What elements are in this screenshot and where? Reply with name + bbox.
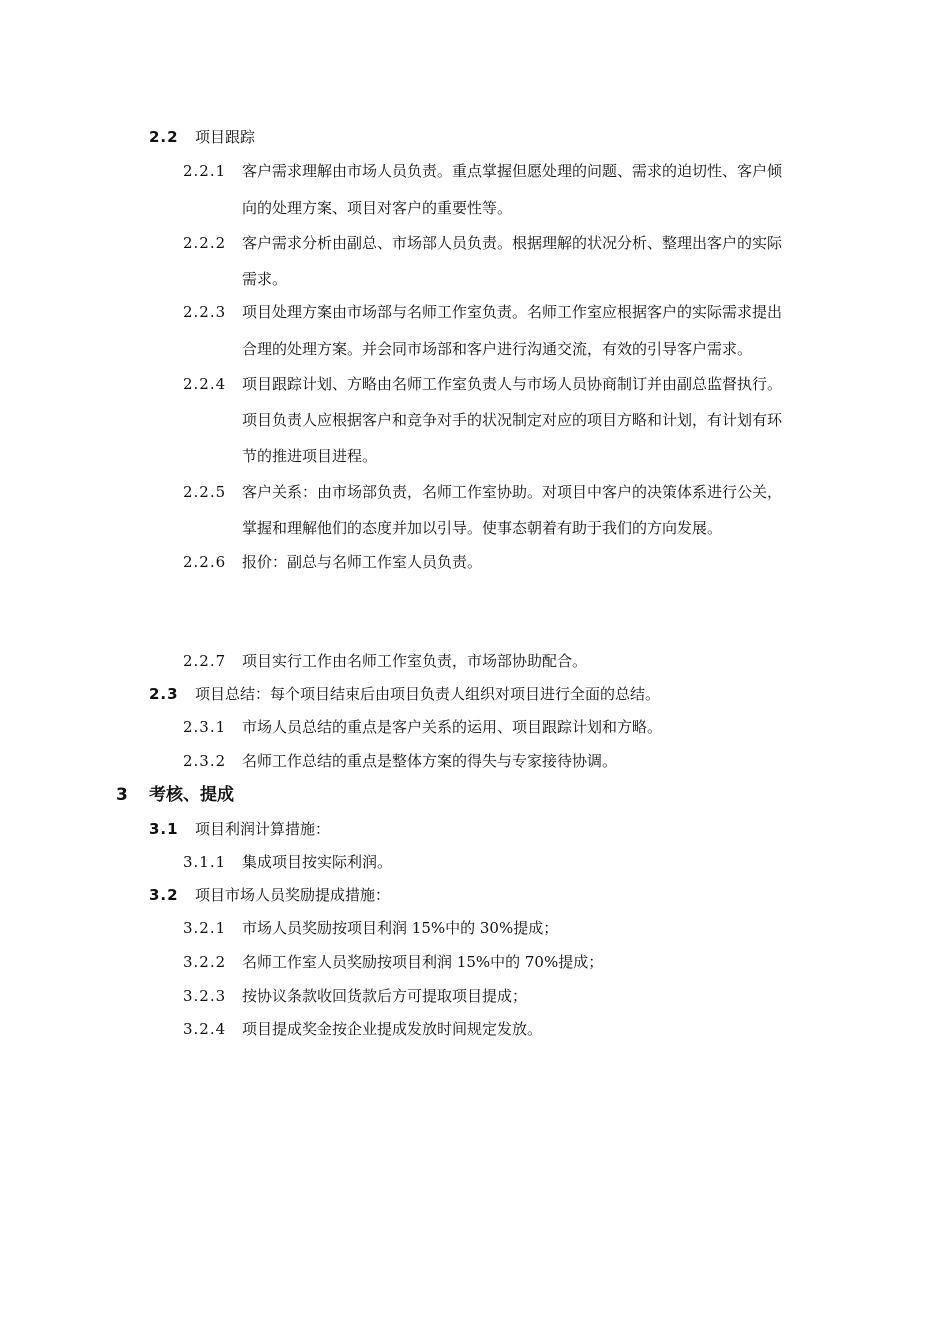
clause-text: 合理的处理方案。并会同市场部和客户进行沟通交流，有效的引导客户需求。 <box>242 340 753 358</box>
section-title: 项目总结：每个项目结束后由项目负责人组织对项目进行全面的总结。 <box>195 685 661 703</box>
clause-text: 项目实行工作由名师工作室负责，市场部协助配合。 <box>242 652 588 670</box>
clause-text: 客户需求理解由市场人员负责。重点掌握但愿处理的问题、需求的迫切性、客户倾 <box>242 162 783 180</box>
clause-number: 2.2.5 <box>183 483 227 501</box>
clause-text: 向的处理方案、项目对客户的重要性等。 <box>242 199 513 217</box>
clause-number: 2.2.4 <box>183 375 227 393</box>
clause-text: 报价：副总与名师工作室人员负责。 <box>242 553 483 571</box>
section-number: 2.3 <box>149 685 179 703</box>
clause-number: 2.2.3 <box>183 303 227 321</box>
clause-number: 3.1.1 <box>183 853 227 871</box>
clause-text: 市场人员总结的重点是客户关系的运用、项目跟踪计划和方略。 <box>242 718 663 736</box>
section-number: 3.1 <box>149 820 179 838</box>
clause-text: 项目处理方案由市场部与名师工作室负责。名师工作室应根据客户的实际需求提出 <box>242 303 783 321</box>
clause-number: 3.2.4 <box>183 1020 227 1038</box>
clause-number: 3.2.3 <box>183 987 227 1005</box>
section-title: 项目跟踪 <box>195 128 256 146</box>
chapter-title: 考核、提成 <box>149 785 234 805</box>
clause-number: 2.3.2 <box>183 752 227 770</box>
clause-number: 2.2.6 <box>183 553 227 571</box>
clause-text: 集成项目按实际利润。 <box>242 853 393 871</box>
section-number: 2.2 <box>149 128 179 146</box>
clause-text: 客户关系：由市场部负责，名师工作室协助。对项目中客户的决策体系进行公关， <box>242 483 783 501</box>
clause-text: 市场人员奖励按项目利润 15%中的 30%提成； <box>242 919 559 937</box>
clause-text: 项目负责人应根据客户和竞争对手的状况制定对应的项目方略和计划，有计划有环 <box>242 411 783 429</box>
clause-number: 3.2.1 <box>183 919 227 937</box>
clause-text: 客户需求分析由副总、市场部人员负责。根据理解的状况分析、整理出客户的实际 <box>242 234 783 252</box>
clause-number: 2.3.1 <box>183 718 227 736</box>
clause-number: 2.2.2 <box>183 234 227 252</box>
clause-text: 需求。 <box>242 270 288 288</box>
clause-number: 2.2.1 <box>183 162 227 180</box>
clause-text: 按协议条款收回货款后方可提取项目提成； <box>242 987 528 1005</box>
section-title: 项目市场人员奖励提成措施： <box>195 886 391 904</box>
clause-text: 名师工作总结的重点是整体方案的得失与专家接待协调。 <box>242 752 618 770</box>
chapter-number: 3 <box>116 785 129 805</box>
clause-text: 掌握和理解他们的态度并加以引导。使事态朝着有助于我们的方向发展。 <box>242 519 723 537</box>
section-number: 3.2 <box>149 886 179 904</box>
clause-text: 名师工作室人员奖励按项目利润 15%中的 70%提成； <box>242 953 604 971</box>
clause-number: 2.2.7 <box>183 652 227 670</box>
section-title: 项目利润计算措施： <box>195 820 331 838</box>
clause-text: 项目提成奖金按企业提成发放时间规定发放。 <box>242 1020 543 1038</box>
clause-text: 节的推进项目进程。 <box>242 447 378 465</box>
clause-number: 3.2.2 <box>183 953 227 971</box>
clause-text: 项目跟踪计划、方略由名师工作室负责人与市场人员协商制订并由副总监督执行。 <box>242 375 783 393</box>
